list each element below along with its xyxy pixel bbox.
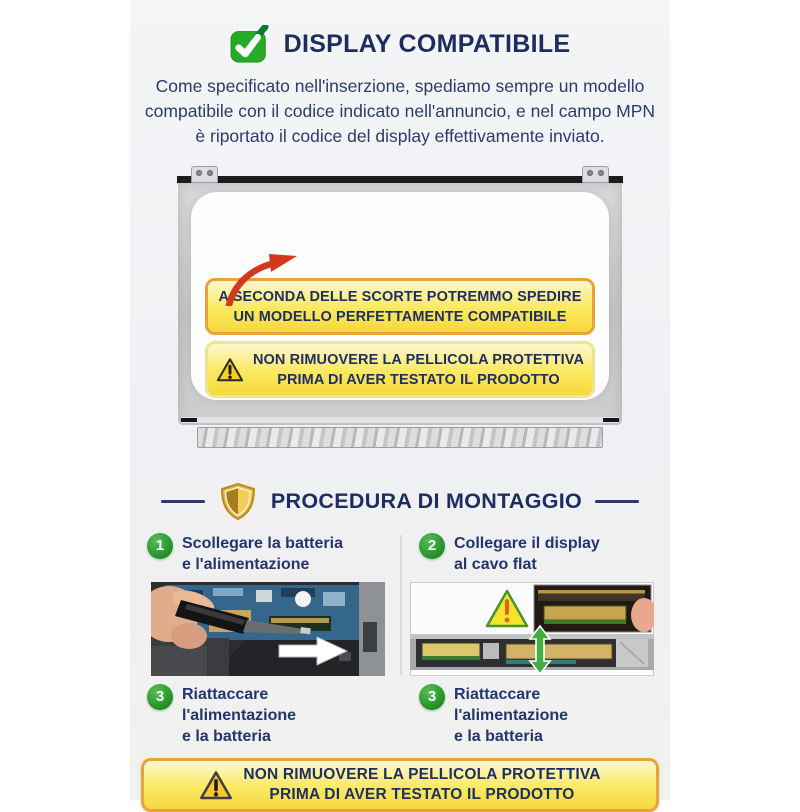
step-label: e l'alimentazione [182, 556, 310, 573]
step-1 [143, 533, 385, 575]
listing-infographic [130, 0, 670, 803]
panel-bottom-strip [181, 417, 619, 423]
panel-foil-strip [197, 427, 603, 448]
warning-triangle-icon [216, 357, 244, 383]
heading-rule-left [161, 500, 205, 503]
step-row-bottom [143, 684, 657, 747]
hinge-bracket-right [582, 166, 609, 183]
step-label: Riattaccare l'alimentazione [182, 686, 297, 724]
step-3-left [143, 684, 385, 747]
sticker-line: UN MODELLO PERFETTAMENTE COMPATIBILE [233, 308, 567, 325]
green-check-icon [230, 25, 272, 63]
step-badge: 3 [419, 684, 445, 710]
step-label: Collegare il display [454, 535, 600, 552]
intro-paragraph: Come specificato nell'inserzione, spediamo sempre un modello compatibile con il codice indicato nell'annuncio, e nel campo MPN è riportato il codice del display effettivamente inviato. [144, 76, 656, 146]
step-badge: 1 [147, 533, 173, 559]
sticker-line: PRIMA DI AVER TESTATO IL PRODOTTO [277, 371, 560, 388]
red-arrow-icon [221, 252, 301, 306]
procedure-steps [143, 533, 657, 747]
banner-line: PRIMA DI AVER TESTATO IL PRODOTTO [269, 786, 575, 803]
step-label: e la batteria [182, 728, 271, 745]
step-badge: 2 [419, 533, 445, 559]
warning-triangle-icon [199, 770, 233, 801]
page-title: DISPLAY COMPATIBILE [283, 29, 571, 58]
procedure-heading [130, 483, 670, 520]
step-label: Riattaccare l'alimentazione [454, 686, 569, 724]
step2-photo-connect-flat-cable [410, 582, 654, 676]
step1-photo-disconnect-battery [151, 582, 385, 676]
sticker-line: A SECONDA DELLE SCORTE POTREMMO SPEDIRE [218, 288, 582, 305]
step-2 [415, 533, 657, 575]
column-divider [400, 535, 402, 675]
step-badge: 3 [147, 684, 173, 710]
hinge-bracket-left [191, 166, 218, 183]
step-label: al cavo flat [454, 556, 537, 573]
header [130, 0, 670, 63]
footer-warning-banner [141, 758, 659, 812]
heading-rule-right [595, 500, 639, 503]
film-warning-sticker [205, 341, 595, 398]
step-label: e la batteria [454, 728, 543, 745]
step-label: Scollegare la batteria [182, 535, 343, 552]
lcd-panel-illustration [177, 166, 623, 450]
panel-top-bar [177, 176, 623, 183]
step-3-right [415, 684, 657, 747]
sticker-line: NON RIMUOVERE LA PELLICOLA PROTETTIVA [252, 351, 585, 368]
banner-line: NON RIMUOVERE LA PELLICOLA PROTETTIVA [243, 766, 601, 783]
shield-icon [218, 483, 258, 520]
section-title: PROCEDURA DI MONTAGGIO [270, 489, 583, 513]
